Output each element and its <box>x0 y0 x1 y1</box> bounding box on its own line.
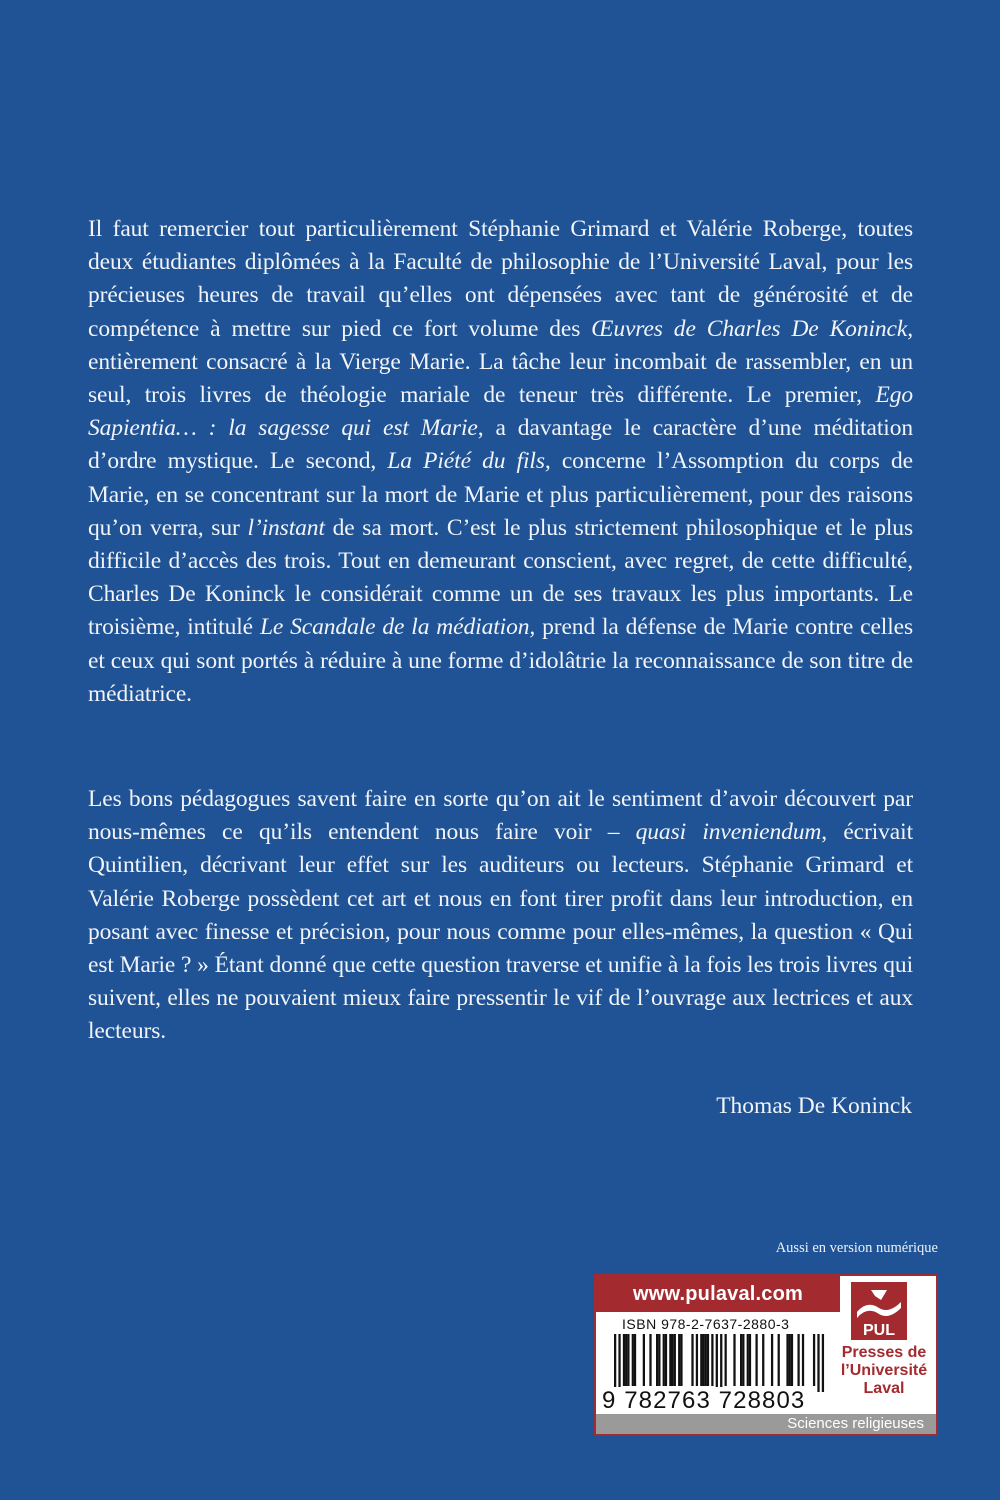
barcode-bar <box>634 1334 636 1386</box>
pul-logo-text: PUL <box>863 1322 895 1339</box>
barcode-bar <box>627 1334 629 1386</box>
barcode-bar <box>742 1334 744 1386</box>
barcode-bar <box>720 1334 722 1392</box>
barcode-bar <box>813 1334 815 1386</box>
barcode-bar <box>702 1334 704 1386</box>
barcode-bar <box>716 1334 718 1392</box>
barcode-bar <box>771 1334 773 1386</box>
italic-title: Œuvres de Charles De Koninck <box>591 315 908 342</box>
barcode-bar <box>614 1334 616 1392</box>
barcode-icon <box>604 1334 828 1392</box>
barcode-bar <box>755 1334 757 1386</box>
barcode-bar <box>674 1334 676 1386</box>
barcode-bar <box>762 1334 764 1386</box>
isbn-label: ISBN 978-2-7637-2880-3 <box>622 1316 790 1332</box>
barcode-bar <box>691 1334 693 1386</box>
italic-title: Le Scandale de la médiation, <box>259 614 536 641</box>
barcode-bar <box>711 1334 713 1386</box>
barcode-bar <box>789 1334 791 1386</box>
barcode-bar <box>802 1334 804 1386</box>
barcode-bar <box>625 1334 627 1386</box>
barcode-bar <box>733 1334 735 1386</box>
text-run: concerne l’Assomption du corps de Marie, en se concentrant sur la mort de Marie et plus particulièrement, pour des raisons qu’on verra, sur <box>88 448 913 541</box>
italic-term: l’instant <box>247 514 325 541</box>
barcode-bar <box>749 1334 751 1386</box>
barcode-bar <box>797 1334 799 1386</box>
acknowledgement-paragraph <box>88 213 913 711</box>
barcode-bar <box>665 1334 667 1386</box>
barcode-bar <box>705 1334 707 1386</box>
barcode-bar <box>786 1334 788 1386</box>
publisher-url[interactable]: www.pulaval.com <box>596 1276 840 1312</box>
publisher-line: Presses de <box>841 1344 927 1361</box>
barcode-bar <box>680 1334 682 1386</box>
publisher-line: l’Université <box>840 1362 928 1379</box>
barcode-bar <box>817 1334 819 1392</box>
barcode-bar <box>669 1334 671 1386</box>
italic-term: quasi inveniendum <box>635 819 822 846</box>
text-run: , a davantage le caractère d’une méditation d’ordre mystique. Le second, <box>88 415 913 475</box>
barcode-bar <box>632 1334 634 1386</box>
barcode-bar <box>822 1334 824 1392</box>
barcode-bar <box>656 1334 658 1386</box>
text-run: prend la défense de Marie contre celles et ceux qui sont portés à réduire à une forme d’idolâtrie la reconnaissance de son titre de médiatrice. <box>88 614 914 707</box>
author-signature: Thomas De Koninck <box>716 1093 912 1119</box>
barcode-bar <box>707 1334 709 1386</box>
barcode-bar <box>747 1334 749 1386</box>
barcode-bar <box>658 1334 660 1386</box>
barcode-bar <box>700 1334 702 1386</box>
text-run: , écrivait Quintilien, décrivant leur effet sur les auditeurs ou lecteurs. Stéphanie Grimard et Valérie Roberge possèdent cet art et nous en font tirer profit dans leur introduction, en posant avec finesse et précision, pour nous comme pour elles-mêmes, la question « Qui est Marie ? » Étant donné que cette question traverse et unifie à la fois les trois livres qui suivent, elles ne pouvaient mieux faire pressentir le vif de l’ouvrage aux lectrices et aux lecteurs. <box>88 819 913 1045</box>
text-run: Il faut remercier tout particulièrement Stéphanie Grimard et Valérie Roberge, toutes deux étudiantes diplômées à la Faculté de philosophie de l’Université Laval, pour les précieuses heures de travail qu’elles ont dépensées avec tant de générosité et de compétence à mettre sur pied ce fort volume des <box>88 216 913 342</box>
barcode-box <box>594 1274 938 1436</box>
pul-logo-icon <box>851 1282 907 1340</box>
barcode-bar <box>623 1334 625 1386</box>
barcode-bar <box>649 1334 651 1386</box>
barcode-digits: 9 782763 728803 <box>602 1387 806 1414</box>
barcode-bar <box>618 1334 620 1392</box>
barcode-bar <box>643 1334 645 1386</box>
italic-title: La Piété du fils, <box>387 448 551 475</box>
barcode-bar <box>663 1334 665 1386</box>
text-run: , entièrement consacré à la Vierge Marie. La tâche leur incombait de rassembler, en un seul, trois livres de théologie mariale de teneur très différente. Le premier, <box>88 315 914 409</box>
text-run: de sa mort. C’est le plus strictement philosophique et le plus difficile d’accès des trois. Tout en demeurant conscient, avec regret, de cette difficulté, Charles De Koninck le considérait comme un de ses travaux les plus importants. Le troisième, intitulé <box>88 514 914 641</box>
barcode-bar <box>696 1334 698 1386</box>
barcode-bar <box>725 1334 727 1386</box>
barcode-bar <box>671 1334 673 1386</box>
digital-version-note: Aussi en version numérique <box>775 1240 938 1256</box>
publisher-name <box>834 1344 934 1398</box>
barcode-bar <box>740 1334 742 1386</box>
italic-title: Ego Sapientia… : la sagesse qui est Marie <box>88 382 913 442</box>
publisher-line: Laval <box>863 1380 905 1397</box>
text-run: Les bons pédagogues savent faire en sorte qu’on ait le sentiment d’avoir découvert par nous-mêmes ce qu’ils entendent nous faire voir – <box>88 786 913 846</box>
barcode-bar <box>791 1334 793 1386</box>
introduction-paragraph <box>88 783 913 1049</box>
barcode-bar <box>678 1334 680 1386</box>
barcode-bar <box>778 1334 780 1386</box>
category-label: Sciences religieuses <box>596 1414 936 1434</box>
